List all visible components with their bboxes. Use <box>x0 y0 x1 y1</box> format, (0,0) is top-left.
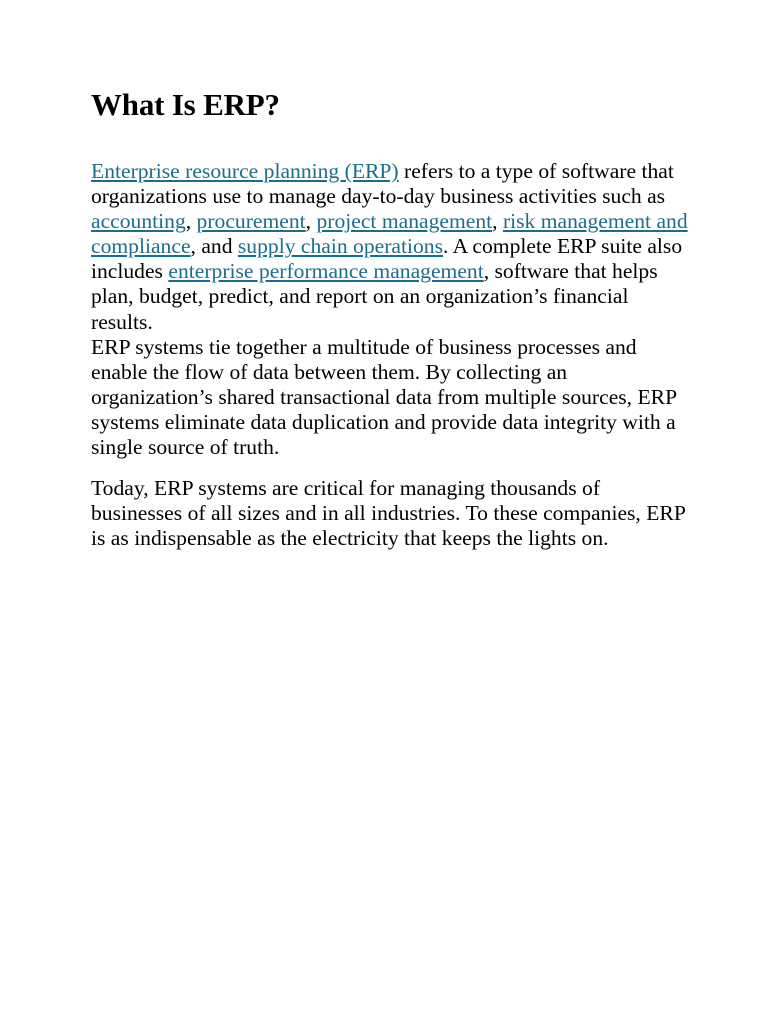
document-page <box>91 82 691 551</box>
separator: , <box>305 209 317 234</box>
body-paragraph-3: Today, ERP systems are critical for managing thousands of businesses of all sizes and in all industries. To these companies, ERP is as indispensable as the electricity that keeps the lights on. <box>91 476 686 551</box>
link-risk-management[interactable]: risk management and compliance <box>91 209 688 259</box>
separator: , and <box>190 234 238 259</box>
paragraph-text: , software that helps plan, budget, predict, and report on an organization’s financial results. <box>91 259 658 334</box>
link-supply-chain[interactable]: supply chain operations <box>237 234 444 259</box>
link-procurement[interactable]: procurement <box>196 209 306 234</box>
link-accounting[interactable]: accounting <box>91 209 186 234</box>
body-paragraph-2: ERP systems tie together a multitude of business processes and enable the flow of data between them. By collecting an organization’s shared transactional data from multiple sources, ERP systems eliminate data duplication and provide data integrity with a single source of truth. <box>91 334 677 460</box>
paragraph-text: refers to a type of software that organizations use to manage day-to-day business activities such as <box>91 159 674 209</box>
link-project-management[interactable]: project management <box>316 209 493 234</box>
page-title: What Is ERP? <box>91 87 280 122</box>
paragraph-text: . A complete ERP suite also includes <box>91 234 683 284</box>
separator: , <box>492 209 503 234</box>
link-erp[interactable]: Enterprise resource planning (ERP) <box>91 159 399 183</box>
separator: , <box>185 209 197 234</box>
intro-paragraph <box>91 159 691 335</box>
link-enterprise-performance-management[interactable]: enterprise performance management <box>168 259 484 284</box>
